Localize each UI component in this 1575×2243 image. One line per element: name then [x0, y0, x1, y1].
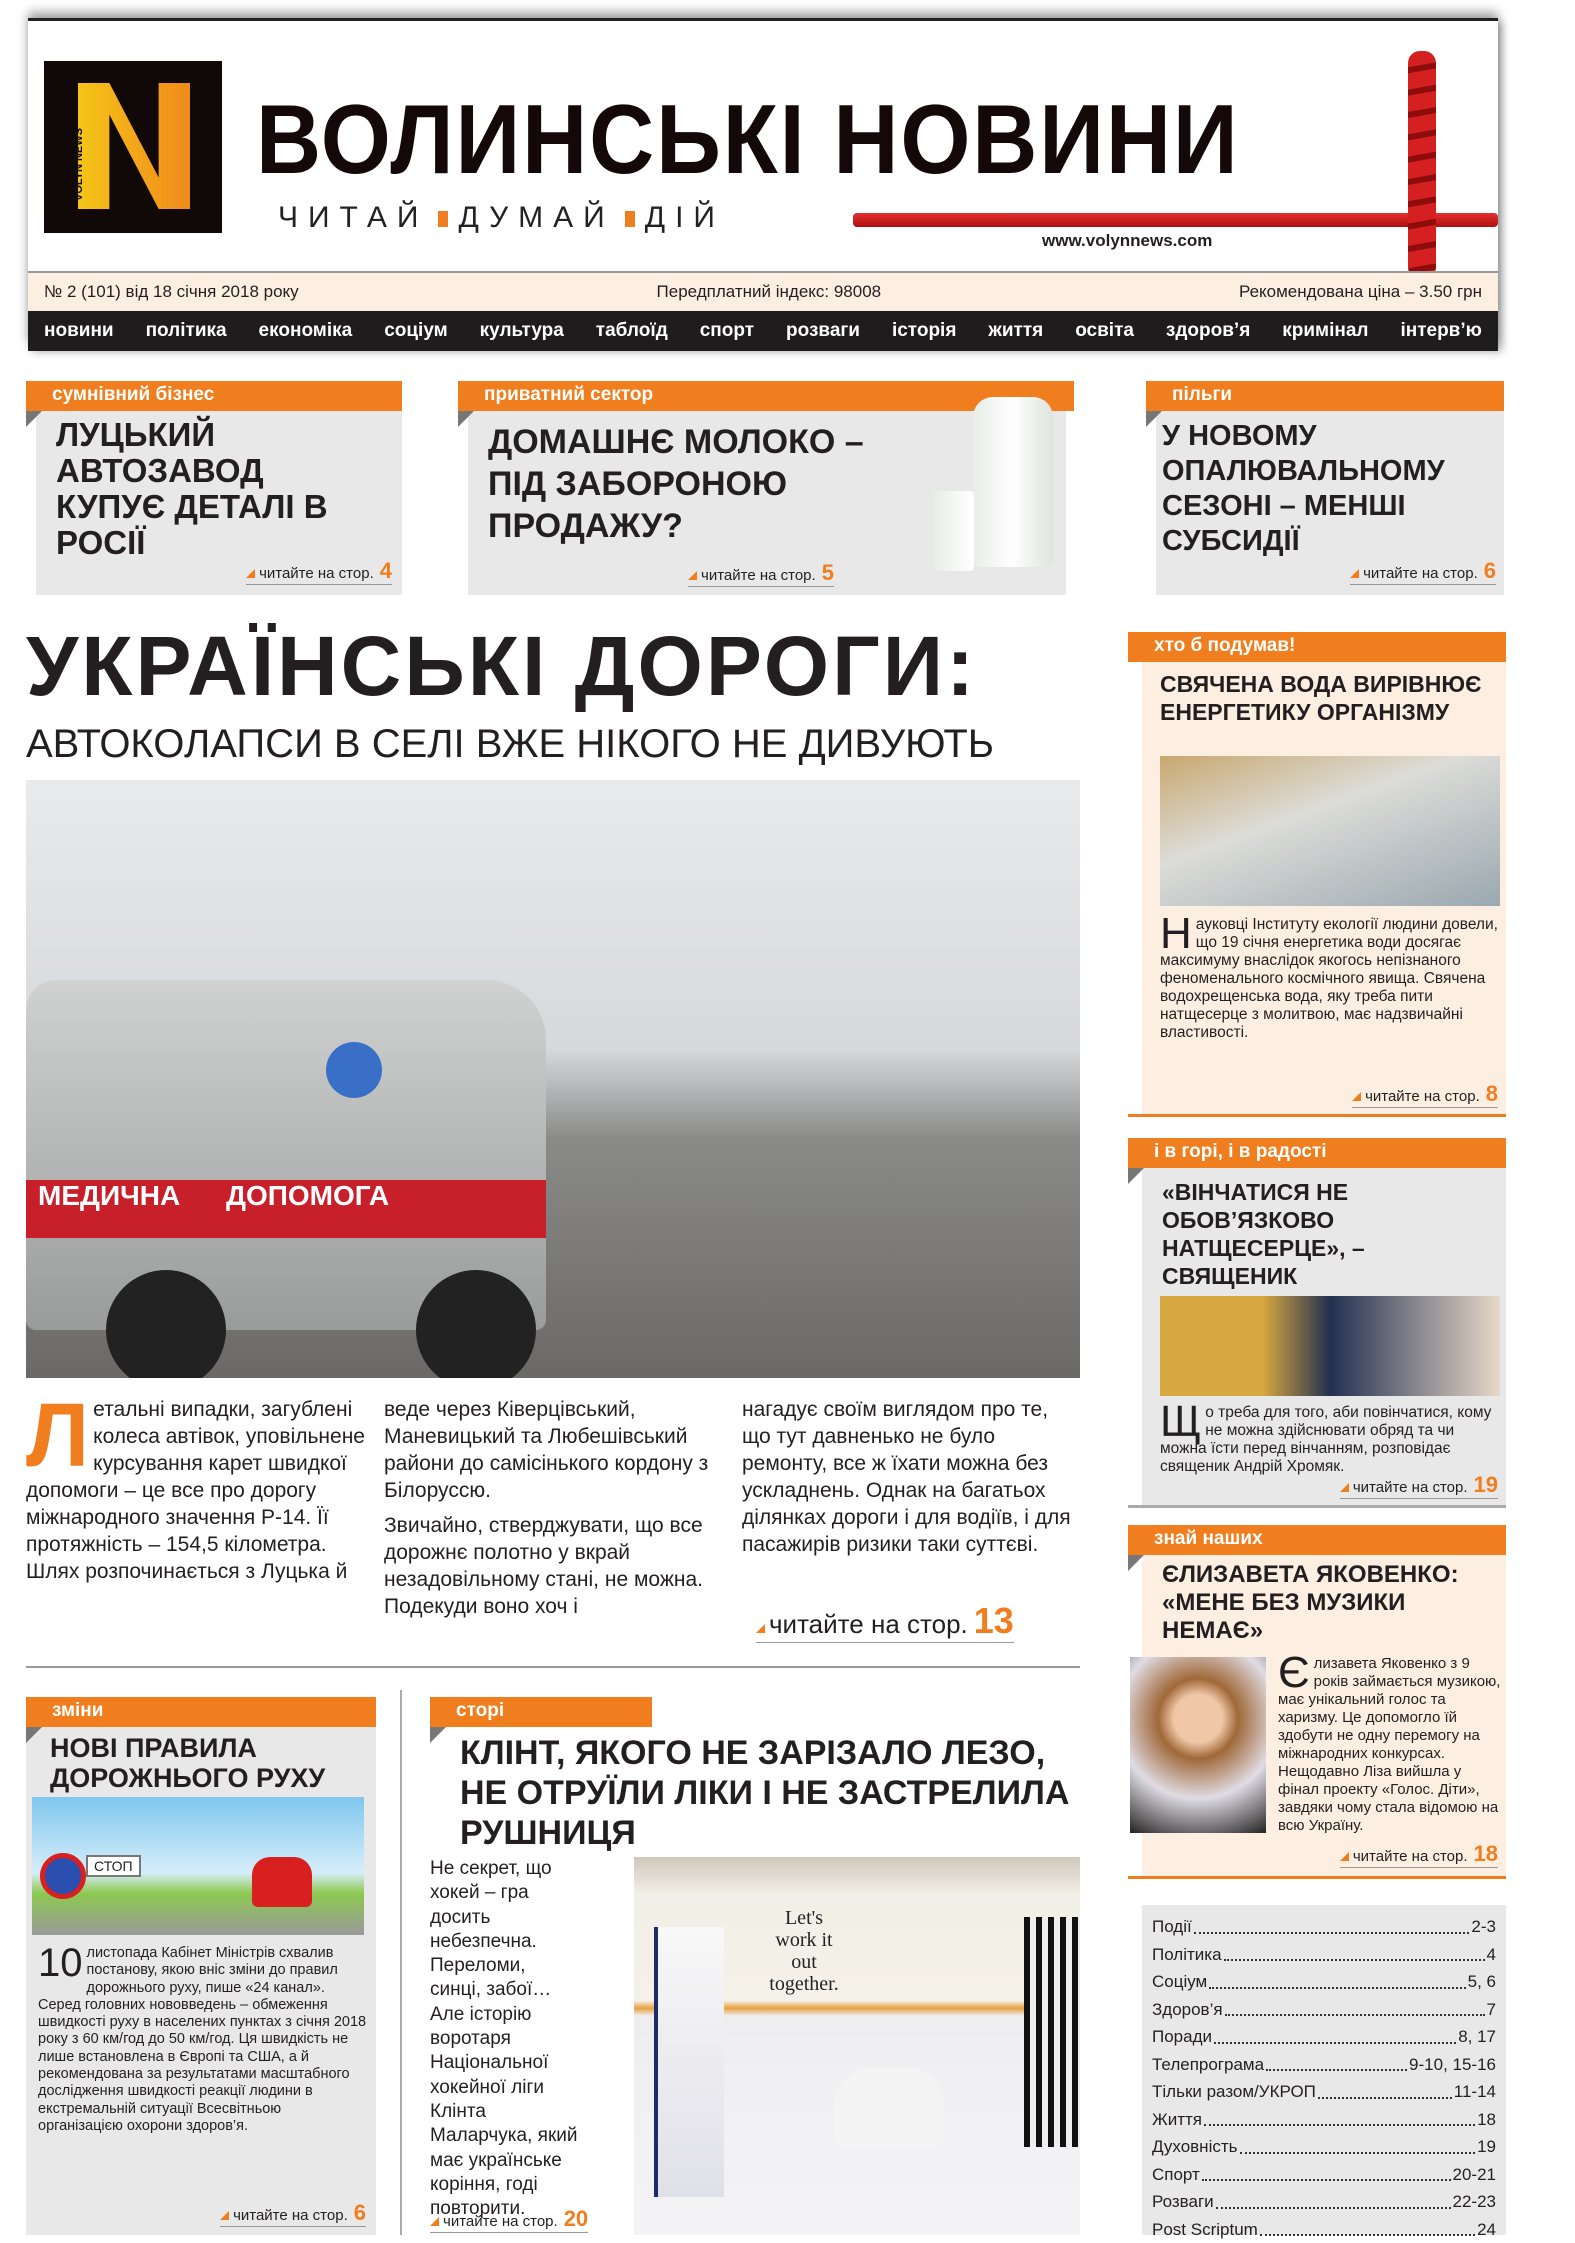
side-text-body: о треба для того, аби повінчатися, кому не можна здійснювати обряд та чи можна їсти перед вінчанням, розповідає священик Андрій Хромяк.: [1160, 1404, 1491, 1475]
traffic-illustration: [32, 1797, 364, 1935]
toc-leader: [1318, 2078, 1452, 2099]
side-title: СВЯЧЕНА ВОДА ВИРІВНЮЄ ЕНЕРГЕТИКУ ОРГАНІЗМУ: [1160, 670, 1490, 726]
drop-cap: Є: [1278, 1655, 1310, 1691]
page-number: 20: [564, 2206, 588, 2231]
side-box[interactable]: [1128, 1525, 1506, 1879]
wedding-hands-photo: [1160, 1296, 1500, 1396]
milk-glass-photo: [934, 491, 974, 571]
table-of-contents: [1142, 1905, 1506, 2235]
toc-text: 18: [1477, 2106, 1496, 2134]
toc-text: 9-10, 15-16: [1409, 2051, 1496, 2079]
newspaper-title: ВОЛИНСЬКІ НОВИНИ: [256, 83, 1239, 196]
side-text: [1278, 1655, 1502, 1835]
side-title: ЄЛИЗАВЕТА ЯКОВЕНКО: «МЕНЕ БЕЗ МУЗИКИ НЕМАЄ»: [1162, 1561, 1502, 1645]
toc-leader: [1194, 1913, 1470, 1934]
toc-text: 20-21: [1453, 2161, 1496, 2189]
rules-text-2: Серед головних нововведень – обмеження швидкості руху в населених пунктах з січня 2018 року з 60 км/год до 50 км/год. Ця швидкість не лише встановлена в Європі та США, а й рекомендована за результатами масштабного дослідження швидкості реакції людини в екстремальній ситуації Всесвітньою організацією охорони здоров’я.: [38, 1997, 366, 2134]
fold-icon: [430, 1727, 446, 1743]
read-on-link[interactable]: [220, 2200, 366, 2227]
side-text-body: лизавета Яковенко з 9 років займається музикою, має унікальний голос та харизму. Це допомогло їй здобути не одну перемогу на міжнародних конкурсах. Нещодавно Ліза вийшла у фінал проекту «Голос. Діти», завдяки чому стала відомою на всю Україну.: [1278, 1655, 1500, 1834]
teaser-title: ЛУЦЬКИЙ АВТОЗАВОД КУПУЄ ДЕТАЛІ В РОСІЇ: [56, 417, 346, 561]
nav-item[interactable]: політика: [146, 320, 227, 342]
side-text-body: ауковці Інституту екології людини довели, що 19 січня енергетика води досягає максимуму внаслідок якогось непізнаного феноменального космічного явища. Свячена водохрещенська вода, яку треба пити натщесерце з молитвою, має надзвичайні властивості.: [1160, 916, 1498, 1041]
kicker: сторі: [430, 1697, 652, 1727]
rink-ad-text: Let's work it out together.: [764, 1907, 844, 1995]
page-number: 8: [1486, 1081, 1498, 1106]
lead-headline[interactable]: УКРАЇНСЬКІ ДОРОГИ:: [26, 618, 977, 715]
drop-cap: Н: [1160, 916, 1192, 952]
page-number: 5: [822, 560, 834, 585]
toc-text: Життя: [1152, 2106, 1202, 2134]
toc-text: 7: [1487, 1996, 1496, 2024]
section-nav: [28, 311, 1498, 351]
read-on-label: читайте на стор.: [233, 2207, 348, 2224]
read-on-label: читайте на стор.: [1353, 1479, 1468, 1496]
lead-text: етальні випадки, загублені колеса автівок, уповільнене курсування карет швидкої допомоги – це все про дорогу міжнародного значення Р-14. Її протяжність – 154,5 кілометра. Шлях розпочинається з Луцька й: [26, 1398, 365, 1583]
teaser-box[interactable]: [1146, 381, 1504, 595]
drop-cap: Л: [26, 1396, 89, 1476]
price: Рекомендована ціна – 3.50 грн: [1239, 282, 1482, 302]
ribbon-tree-icon: [1408, 51, 1436, 279]
teaser-box[interactable]: [26, 381, 402, 595]
side-text: [1160, 1404, 1500, 1476]
toc-leader: [1225, 1996, 1485, 2017]
rules-text: [38, 1945, 368, 2135]
motto-3: ДІЙ: [645, 201, 725, 234]
fold-icon: [26, 411, 42, 427]
read-on-label: читайте на стор.: [1353, 1848, 1468, 1865]
toc-leader: [1260, 2216, 1475, 2237]
lead-subhead: АВТОКОЛАПСИ В СЕЛІ ВЖЕ НІКОГО НЕ ДИВУЮТЬ: [26, 722, 994, 767]
toc-text: 4: [1487, 1941, 1496, 1969]
divider: [26, 1666, 1080, 1668]
toc-text: 2-3: [1471, 1913, 1496, 1941]
read-on-link[interactable]: [756, 1600, 1014, 1643]
kicker: приватний сектор: [458, 381, 1074, 411]
toc-text: Духовність: [1152, 2133, 1238, 2161]
lead-photo-road: [26, 780, 1080, 1378]
teaser-title: У НОВОМУ ОПАЛЮВАЛЬНОМУ СЕЗОНІ – МЕНШІ СУБСИДІЇ: [1162, 419, 1492, 559]
toc-text: Post Scriptum: [1152, 2216, 1258, 2243]
toc-item[interactable]: [1152, 2188, 1496, 2216]
kicker: і в горі, і в радості: [1128, 1138, 1506, 1168]
toc-text: 5, 6: [1468, 1968, 1496, 1996]
toc-text: Події: [1152, 1913, 1192, 1941]
toc-leader: [1266, 2051, 1407, 2072]
toc-item[interactable]: [1152, 1968, 1496, 1996]
toc-text: Поради: [1152, 2023, 1212, 2051]
toc-leader: [1214, 2023, 1456, 2044]
holy-water-photo: [1160, 756, 1500, 906]
fold-icon: [26, 1727, 42, 1743]
teaser-title: ДОМАШНЄ МОЛОКО – ПІД ЗАБОРОНОЮ ПРОДАЖУ?: [488, 421, 918, 547]
lead-text: Звичайно, стверджувати, що все дорожнє полотно у вкрай незадовільному стані, не можна. Подекуди воно хоч і: [384, 1512, 724, 1620]
toc-leader: [1209, 1968, 1465, 1989]
kicker: сумнівний бізнес: [26, 381, 402, 411]
toc-item[interactable]: [1152, 2216, 1496, 2243]
story-text: Не секрет, що хокей – гра досить небезпечна. Переломи, синці, забої… Але історію воротаря Національної хокейної ліги Клінта Маларчука, який має українське коріння, годі повторити.: [430, 1857, 580, 2221]
nav-item[interactable]: культура: [480, 320, 564, 342]
page-number: 13: [974, 1600, 1014, 1641]
info-bar: [28, 271, 1498, 311]
stop-sign: СТОП: [86, 1855, 141, 1877]
lead-text: нагадує своїм виглядом про те, що тут давненько не було ремонту, все ж їхати можна без ускладнень. Однак на багатьох ділянках дороги і для водіїв, і для пасажирів ризики таки суттєві.: [742, 1398, 1071, 1556]
toc-text: Соціум: [1152, 1968, 1207, 1996]
column-divider: [400, 1690, 402, 2235]
toc-item[interactable]: [1152, 2023, 1496, 2051]
fold-icon: [1128, 1168, 1144, 1184]
rules-text-1: листопада Кабінет Міністрів схвалив постанову, якою вніс зміни до правил дорожнього руху, пише «24 канал».: [87, 1945, 338, 1996]
page-number: 6: [354, 2200, 366, 2225]
toc-text: 11-14: [1454, 2078, 1496, 2106]
read-on-label: читайте на стор.: [1363, 565, 1478, 582]
drop-cap: 10: [38, 1945, 83, 1981]
fold-icon: [1146, 411, 1162, 427]
nav-item[interactable]: інтерв’ю: [1400, 320, 1481, 342]
lead-col-3: [742, 1396, 1080, 1558]
nav-item[interactable]: здоров’я: [1166, 320, 1250, 342]
portrait-photo: [1130, 1657, 1266, 1833]
logo[interactable]: [44, 61, 222, 233]
car-icon: [252, 1857, 312, 1907]
toc-text: 19: [1477, 2133, 1496, 2161]
nav-item[interactable]: економіка: [259, 320, 353, 342]
rules-box[interactable]: [26, 1697, 376, 2235]
lead-text: веде через Ківерцівський, Маневицький та Любешівський райони до самісінького кордону з Білоруссю.: [384, 1396, 724, 1504]
toc-leader: [1204, 2106, 1475, 2127]
page-number: 6: [1484, 558, 1496, 583]
side-box[interactable]: [1128, 1138, 1506, 1508]
motto-1: ЧИТАЙ: [278, 201, 428, 234]
read-on-link[interactable]: [1352, 1081, 1498, 1108]
toc-item[interactable]: [1152, 2106, 1496, 2134]
read-on-label: читайте на стор.: [769, 1609, 968, 1639]
toc-leader: [1224, 1941, 1485, 1962]
page-number: 4: [380, 558, 392, 583]
read-on-link[interactable]: [688, 560, 834, 587]
toc-item[interactable]: [1152, 2133, 1496, 2161]
lead-col-2: [384, 1396, 724, 1620]
toc-item[interactable]: [1152, 2161, 1496, 2189]
read-on-label: читайте на стор.: [1365, 1088, 1480, 1105]
toc-item[interactable]: [1152, 1941, 1496, 1969]
story-box[interactable]: [430, 1697, 1081, 2235]
read-on-link[interactable]: [1350, 558, 1496, 585]
page-number: 19: [1474, 1472, 1498, 1497]
nav-item[interactable]: історія: [892, 320, 956, 342]
kicker: зміни: [26, 1697, 376, 1727]
side-title: «ВІНЧАТИСЯ НЕ ОБОВ’ЯЗКОВО НАТЩЕСЕРЦЕ», – СВЯЩЕНИК: [1162, 1178, 1492, 1290]
rules-title: НОВІ ПРАВИЛА ДОРОЖНЬОГО РУХУ: [50, 1733, 370, 1793]
read-on-label: читайте на стор.: [443, 2213, 558, 2230]
kicker: пільги: [1146, 381, 1504, 411]
nav-item[interactable]: новини: [44, 320, 114, 342]
masthead: [28, 18, 1498, 348]
toc-text: 8, 17: [1458, 2023, 1496, 2051]
story-title: КЛІНТ, ЯКОГО НЕ ЗАРІЗАЛО ЛЕЗО, НЕ ОТРУЇЛИ ЛІКИ І НЕ ЗАСТРЕЛИЛА РУШНИЦЯ: [460, 1733, 1080, 1853]
lead-col-1: [26, 1396, 366, 1585]
toc-text: 22-23: [1453, 2188, 1496, 2216]
nav-item[interactable]: життя: [988, 320, 1043, 342]
toc-text: Розваги: [1152, 2188, 1214, 2216]
toc-text: Політика: [1152, 1941, 1222, 1969]
read-on-label: читайте на стор.: [259, 565, 374, 582]
toc-text: Здоров’я: [1152, 1996, 1223, 2024]
website-url[interactable]: www.volynnews.com: [1042, 231, 1212, 251]
no-stopping-sign-icon: [40, 1853, 86, 1899]
star-of-life-icon: [326, 1042, 382, 1098]
milk-jug-photo: [973, 397, 1053, 567]
toc-item[interactable]: [1152, 2051, 1496, 2079]
subscription-index: Передплатний індекс: 98008: [657, 282, 882, 302]
toc-text: 24: [1477, 2216, 1496, 2243]
nav-item[interactable]: кримінал: [1282, 320, 1368, 342]
toc-leader: [1240, 2133, 1476, 2154]
toc-item[interactable]: [1152, 1996, 1496, 2024]
toc-leader: [1216, 2188, 1451, 2209]
ambulance-text: ДОПОМОГА: [226, 1180, 389, 1212]
logo-text: VOLYN NEWS: [74, 128, 84, 201]
nav-item[interactable]: таблоїд: [596, 320, 668, 342]
read-on-label: читайте на стор.: [701, 567, 816, 584]
nav-item[interactable]: спорт: [700, 320, 754, 342]
teaser-box[interactable]: [458, 381, 1074, 595]
read-on-link[interactable]: [430, 2206, 588, 2233]
toc-text: Спорт: [1152, 2161, 1200, 2189]
nav-item[interactable]: соціум: [384, 320, 448, 342]
read-on-link[interactable]: [1340, 1472, 1498, 1499]
motto: [278, 201, 725, 235]
motto-2: ДУМАЙ: [458, 201, 614, 234]
nav-item[interactable]: освіта: [1075, 320, 1134, 342]
kicker: хто б подумав!: [1128, 632, 1506, 662]
kicker: знай наших: [1128, 1525, 1506, 1555]
side-box[interactable]: [1128, 632, 1506, 1117]
read-on-link[interactable]: [246, 558, 392, 585]
logo-n-icon: [78, 83, 190, 209]
toc-text: Телепрограма: [1152, 2051, 1264, 2079]
issue-number: № 2 (101) від 18 січня 2018 року: [44, 282, 299, 302]
page-number: 18: [1474, 1841, 1498, 1866]
side-text: [1160, 916, 1500, 1042]
fold-icon: [458, 411, 474, 427]
square-icon: [625, 211, 635, 227]
toc-item[interactable]: [1152, 1913, 1496, 1941]
hockey-photo: [634, 1857, 1080, 2235]
toc-item[interactable]: [1152, 2078, 1496, 2106]
toc-leader: [1202, 2161, 1451, 2182]
read-on-link[interactable]: [1340, 1841, 1498, 1868]
ribbon-decoration: [853, 213, 1498, 227]
toc-text: Тільки разом/УКРОП: [1152, 2078, 1316, 2106]
nav-item[interactable]: розваги: [786, 320, 860, 342]
fold-icon: [1128, 1555, 1144, 1571]
ambulance-text: МЕДИЧНА: [38, 1180, 180, 1212]
drop-cap: Щ: [1160, 1404, 1201, 1440]
square-icon: [438, 211, 448, 227]
